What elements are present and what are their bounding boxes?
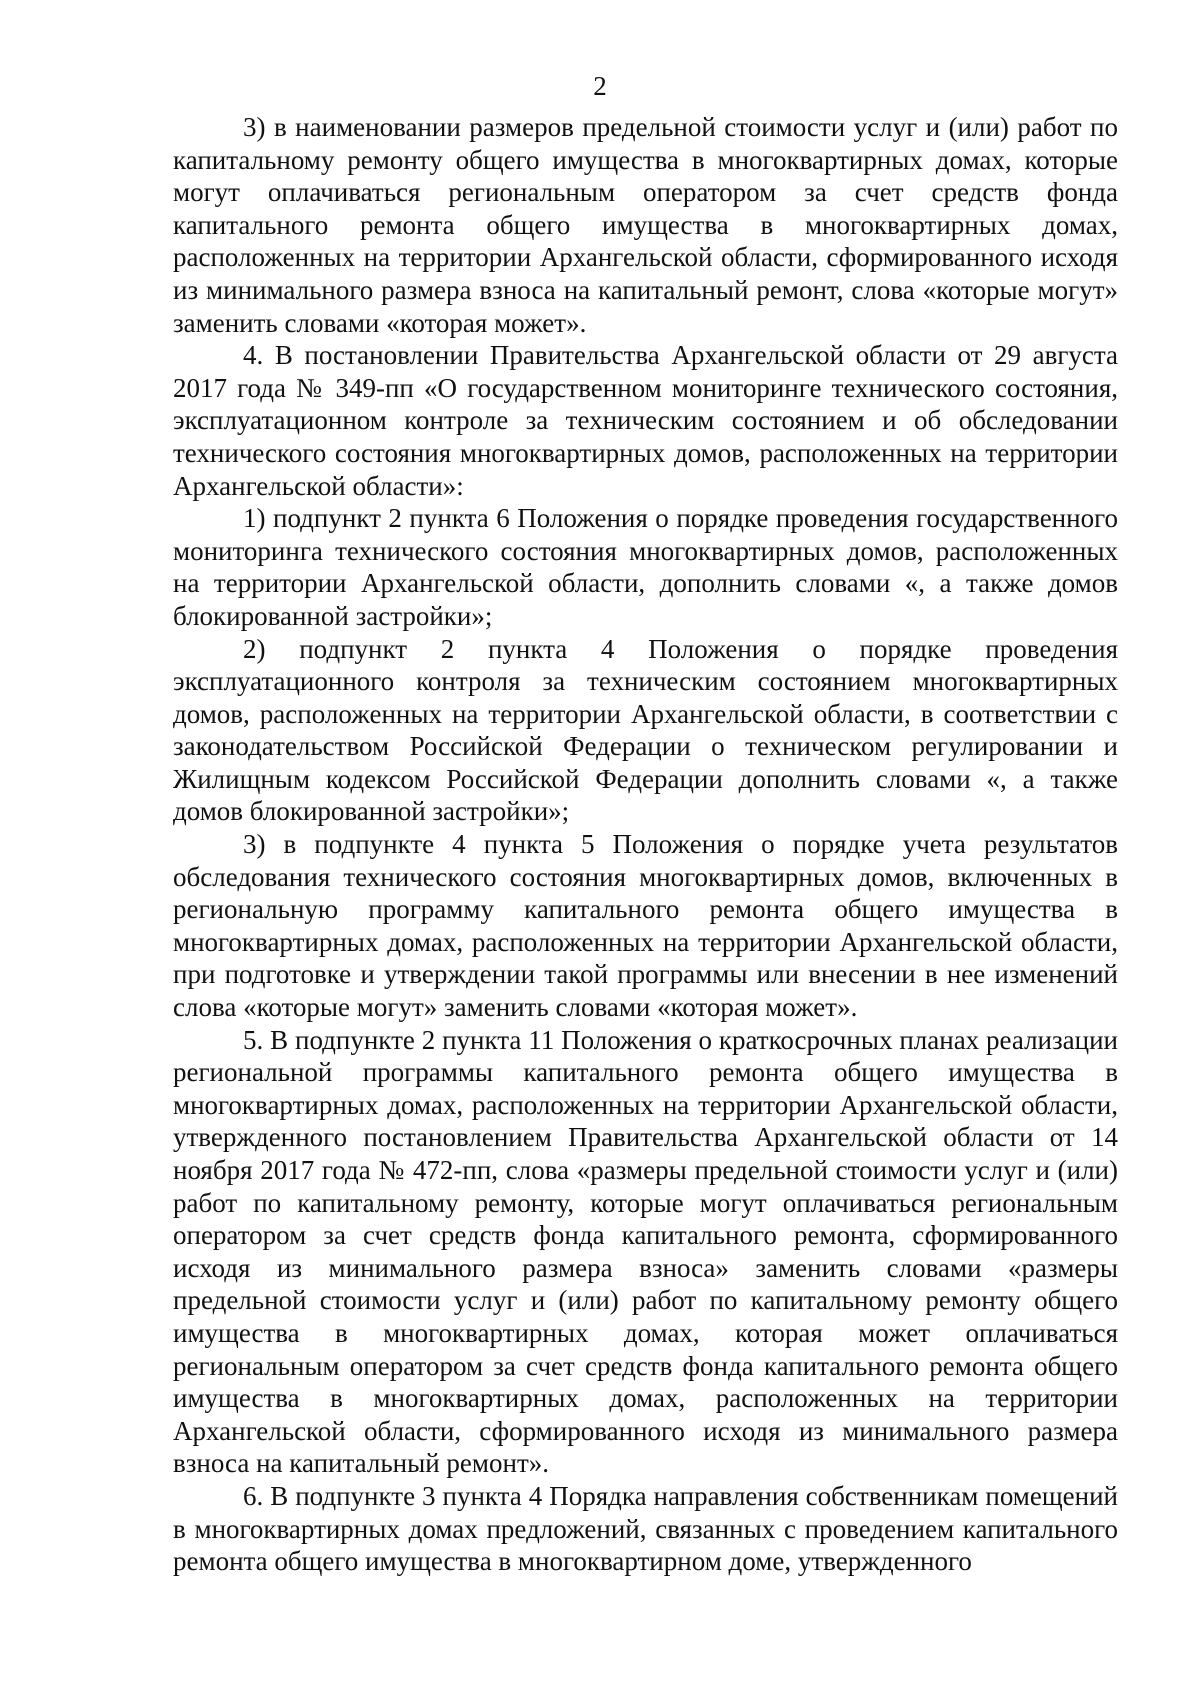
paragraph-item-5: 5. В подпункте 2 пункта 11 Положения о краткосрочных планах реализации региональной программы капитального ремонта общего имущества в многоквартирных домах, расположенных на территории Архангельской области, утвержденного постановлением Правительства Архангельской области от 14 ноября 2017 года № 472-пп, слова «размеры предельной стоимости услуг и (или) работ по капитальному ремонту, которые могут оплачиваться региональным оператором за счет средств фонда капитального ремонта, сформированного исходя из минимального размера взноса» заменить словами «размеры предельной стоимости услуг и (или) работ по капитальному ремонту общего имущества в многоквартирных домах, которая может оплачиваться региональным оператором за счет средств фонда капитального ремонта общего имущества в многоквартирных домах, расположенных на территории Архангельской области, сформированного исходя из минимального размера взноса на капитальный ремонт». <box>173 1024 1118 1479</box>
paragraph-subitem-3-title-change: 3) в наименовании размеров предельной стоимости услуг и (или) работ по капитальному ремонту общего имущества в многоквартирных домах, которые могут оплачиваться региональным оператором за счет средств фонда капитального ремонта общего имущества в многоквартирных домах, расположенных на территории Архангельской области, сформированного исходя из минимального размера взноса на капитальный ремонт, слова «которые могут» заменить словами «которая может». <box>173 112 1118 338</box>
paragraph-item-4-subitem-3: 3) в подпункте 4 пункта 5 Положения о порядке учета результатов обследования технического состояния многоквартирных домов, включенных в региональную программу капитального ремонта общего имущества в многоквартирных домах, расположенных на территории Архангельской области, при подготовке и утверждении такой программы или внесении в нее изменений слова «которые могут» заменить словами «которая может». <box>173 829 1118 1023</box>
paragraph-item-4-subitem-2: 2) подпункт 2 пункта 4 Положения о порядке проведения эксплуатационного контроля за техническим состоянием многоквартирных домов, расположенных на территории Архангельской области, в соответствии с законодательством Российской Федерации о техническом регулировании и Жилищным кодексом Российской Федерации дополнить словами «, а также домов блокированной застройки»; <box>173 633 1118 827</box>
page-number: 2 <box>593 71 607 101</box>
document-body <box>173 111 1118 1578</box>
paragraph-item-6: 6. В подпункте 3 пункта 4 Порядка направления собственникам помещений в многоквартирных домах предложений, связанных с проведением капитального ремонта общего имущества в многоквартирном доме, утвержденного <box>173 1480 1118 1577</box>
paragraph-item-4-subitem-1: 1) подпункт 2 пункта 6 Положения о порядке проведения государственного мониторинга технического состояния многоквартирных домов, расположенных на территории Архангельской области, дополнить словами «, а также домов блокированной застройки»; <box>173 503 1118 631</box>
paragraph-item-4: 4. В постановлении Правительства Архангельской области от 29 августа 2017 года № 349-пп «О государственном мониторинге технического состояния, эксплуатационном контроле за техническим состоянием и об обследовании технического состояния многоквартирных домов, расположенных на территории Архангельской области»: <box>173 340 1118 501</box>
